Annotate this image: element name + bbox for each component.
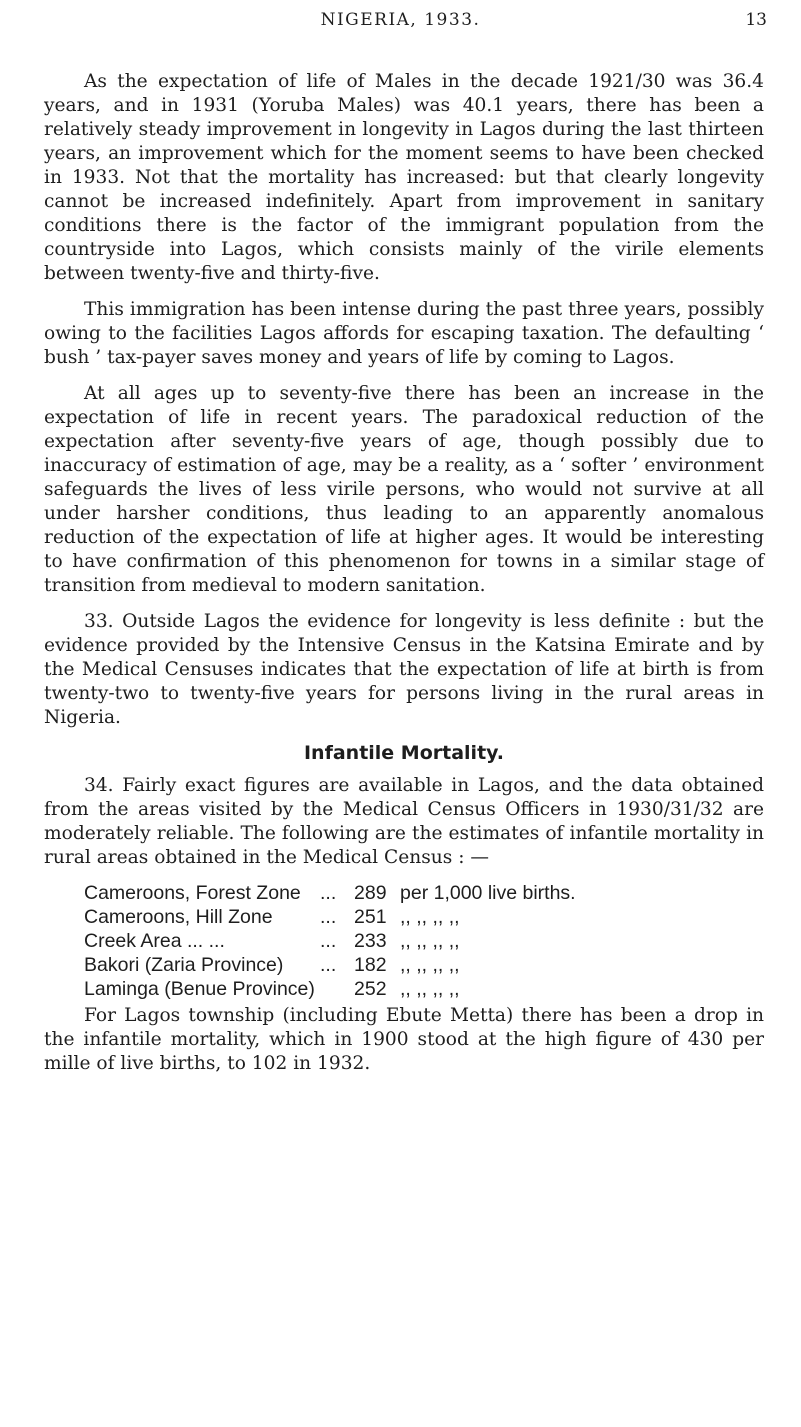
table-row (84, 882, 576, 906)
section-heading: Infantile Mortality. (303, 742, 505, 764)
paragraph-34-infantile: 34. Fairly exact figures are available in Lagos, and the data obtained from the areas visited by the Medical Census Officers in 1930/31/32 are moderately reliable. The following are the estimates of infantile mortality in rural areas obtained in the Medical Census : — (44, 775, 764, 868)
paragraph-ages: At all ages up to seventy-five there has been an increase in the expectation of life in recent years. The paradoxical reduction of the expectation after seventy-five years of age, though possibly due to inaccuracy of estimation of age, may be a reality, as a ‘ softer ’ environment safeguards the lives of less virile persons, who would not survive at all under harsher conditions, thus leading to an apparently anomalous reduction of the expectation of life at higher ages. It would be interesting to have confirmation of this phenomenon for towns in a similar stage of transition from medieval to modern sanitation. (44, 383, 764, 596)
leader-dots: ... (320, 954, 337, 976)
area-name: Lamingа (Benue Province) (84, 978, 315, 1000)
leader-dots: ... (320, 930, 337, 952)
area-name: Cameroons, Forest Zone (84, 882, 301, 904)
area-name: Creek Area ... ... (84, 930, 225, 952)
paragraph-expectation-of-life: As the expectation of life of Males in the decade 1921/30 was 36.4 years, and in 1931 (Yoruba Males) was 40.1 years, there has been a relatively steady improvement in longevity in Lagos during the last thirteen years, an improvement which for the moment seems to have been checked in 1933. Not that the mortality has increased: but that clearly longevity cannot be increased indefinitely. Apart from improvement in sanitary conditions there is the factor of the immigrant population from the countryside into Lagos, which consists mainly of the virile elements between twenty-five and thirty-five. (44, 71, 764, 284)
area-name: Cameroons, Hill Zone (84, 906, 273, 928)
unit-text: ,, ,, ,, ,, (400, 906, 460, 928)
table-row (84, 978, 576, 1002)
mortality-value: 289 (354, 882, 387, 904)
paragraph-immigration: This immigration has been intense during the past three years, possibly owing to the facilities Lagos affords for escaping taxation. The defaulting ‘ bush ’ tax-payer saves money and years of life by coming to Lagos. (44, 299, 764, 368)
unit-text: ,, ,, ,, ,, (400, 930, 460, 952)
leader-dots: ... (320, 906, 337, 928)
table-row (84, 906, 576, 930)
mortality-value: 233 (354, 930, 387, 952)
leader-dots (320, 978, 354, 1002)
mortality-value: 251 (354, 906, 387, 928)
area-name: Bakori (Zaria Province) (84, 954, 284, 976)
mortality-value: 252 (354, 978, 387, 1000)
unit-text: ,, ,, ,, ,, (400, 978, 460, 1000)
unit-text: ,, ,, ,, ,, (400, 954, 460, 976)
table-row (84, 930, 576, 954)
mortality-value: 182 (354, 954, 387, 976)
unit-text: per 1,000 live births. (400, 882, 576, 904)
page-header (0, 8, 801, 34)
running-head: NIGERIA, 1933. (320, 10, 481, 30)
infantile-mortality-table (84, 882, 576, 1002)
paragraph-33-outside-lagos: 33. Outside Lagos the evidence for longevity is less definite : but the evidence provided by the Intensive Census in the Katsina Emirate and by the Medical Censuses indicates that the expectation of life at birth is from twenty-two to twenty-five years for persons living in the rural areas in Nigeria. (44, 611, 764, 728)
leader-dots: ... (320, 882, 337, 904)
page-number: 13 (745, 10, 767, 30)
table-row (84, 954, 576, 978)
body-text (44, 70, 764, 1088)
paragraph-lagos-township: For Lagos township (including Ebute Metta) there has been a drop in the infantile mortality, which in 1900 stood at the high figure of 430 per mille of live births, to 102 in 1932. (44, 1005, 764, 1074)
